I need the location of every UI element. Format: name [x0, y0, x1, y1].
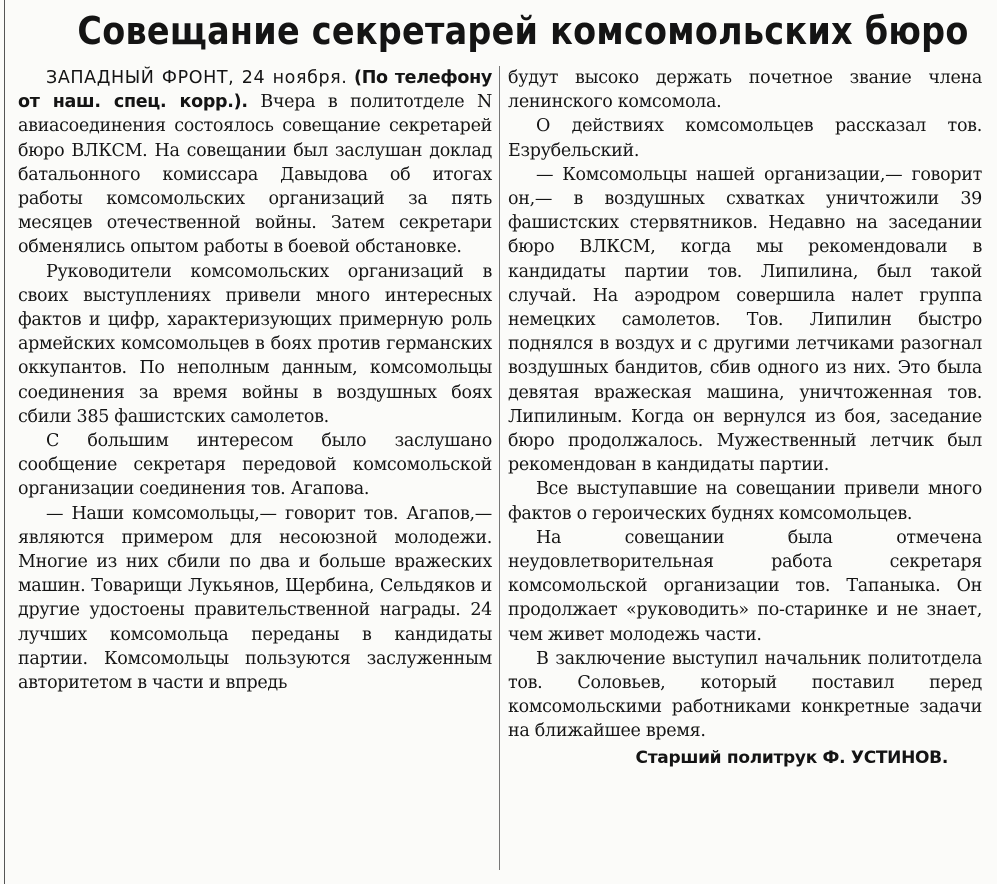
article-column-left [18, 66, 492, 695]
correspondent-credit: (По телефону от наш. спец. корр.). [18, 68, 493, 113]
article-paragraph-4: — Наши комсомольцы,— говорит тов. Агапов,— являются примером для несоюзной молодежи. Многие из них сбили по два и больше вражеских машин. Товарищи Лукьянов, Щербина, Сельдяков и другие удостоены правительственной награды. 24 лучших комсомольца переданы в кандидаты партии. Комсомольцы пользуются заслуженным авторитетом в части и впредь [18, 503, 492, 694]
paragraph-text: Вчера в политотделе N авиасоединения состоялось совещание секретарей бюро ВЛКСМ. На совещании был заслушан доклад батальонного комиссара Давыдова об итогах работы комсомольских организаций за пять месяцев отечественной войны. Затем секретари обменялись опытом работы в боевой обстановке. [18, 92, 492, 258]
article-paragraph-5: О действиях комсомольцев рассказал тов. Езрубельский. [508, 116, 982, 161]
article-headline: Совещание секретарей комсомольских бюро [77, 9, 969, 53]
page-edge-rule [4, 0, 5, 884]
article-paragraph-3: С большим интересом было заслушано сообщение секретаря передовой комсомольской организации соединения тов. Агапова. [18, 431, 492, 500]
dateline: ЗАПАДНЫЙ ФРОНТ, 24 ноября. [46, 68, 348, 88]
article-paragraph-6: — Комсомольцы нашей организации,— говорит он,— в воздушных схватках уничтожили 39 фашистских стервятников. Недавно на заседании бюро ВЛКСМ, когда мы рекомендовали в кандидаты партии тов. Липилина, был такой случай. На аэродром совершила налет группа немецких самолетов. Тов. Липилин быстро поднялся в воздух и с другими летчиками разогнал воздушных бандитов, сбив одного из них. Это была девятая вражеская машина, уничтоженная тов. Липилиным. Когда он вернулся из боя, заседание бюро продолжалось. Мужественный летчик был рекомендован в кандидаты партии. [508, 164, 982, 476]
article-paragraph-continued: будут высоко держать почетное звание члена ленинского комсомола. [508, 68, 982, 113]
article-paragraph-9: В заключение выступил начальник политотдела тов. Соловьев, который поставил перед комсомольскими работниками конкретные задачи на ближайшее время. [508, 648, 982, 742]
author-signature: Старший политрук Ф. УСТИНОВ. [635, 747, 948, 768]
column-divider [499, 66, 500, 870]
article-column-right [508, 66, 982, 770]
article-paragraph-7: Все выступавшие на совещании привели много фактов о героических буднях комсомольцев. [508, 479, 982, 524]
article-paragraph-8: На совещании была отмечена неудовлетворительная работа секретаря комсомольской организации тов. Тапаныка. Он продолжает «руководить» по-старинке и не знает, чем живет молодежь части. [508, 527, 982, 645]
article-paragraph-1 [18, 66, 492, 260]
article-paragraph-2: Руководители комсомольских организаций в своих выступлениях привели много интересных фактов и цифр, характеризующих примерную роль армейских комсомольцев в боях против германских оккупантов. По неполным данным, комсомольцы соединения за время войны в воздушных боях сбили 385 фашистских самолетов. [18, 261, 492, 427]
